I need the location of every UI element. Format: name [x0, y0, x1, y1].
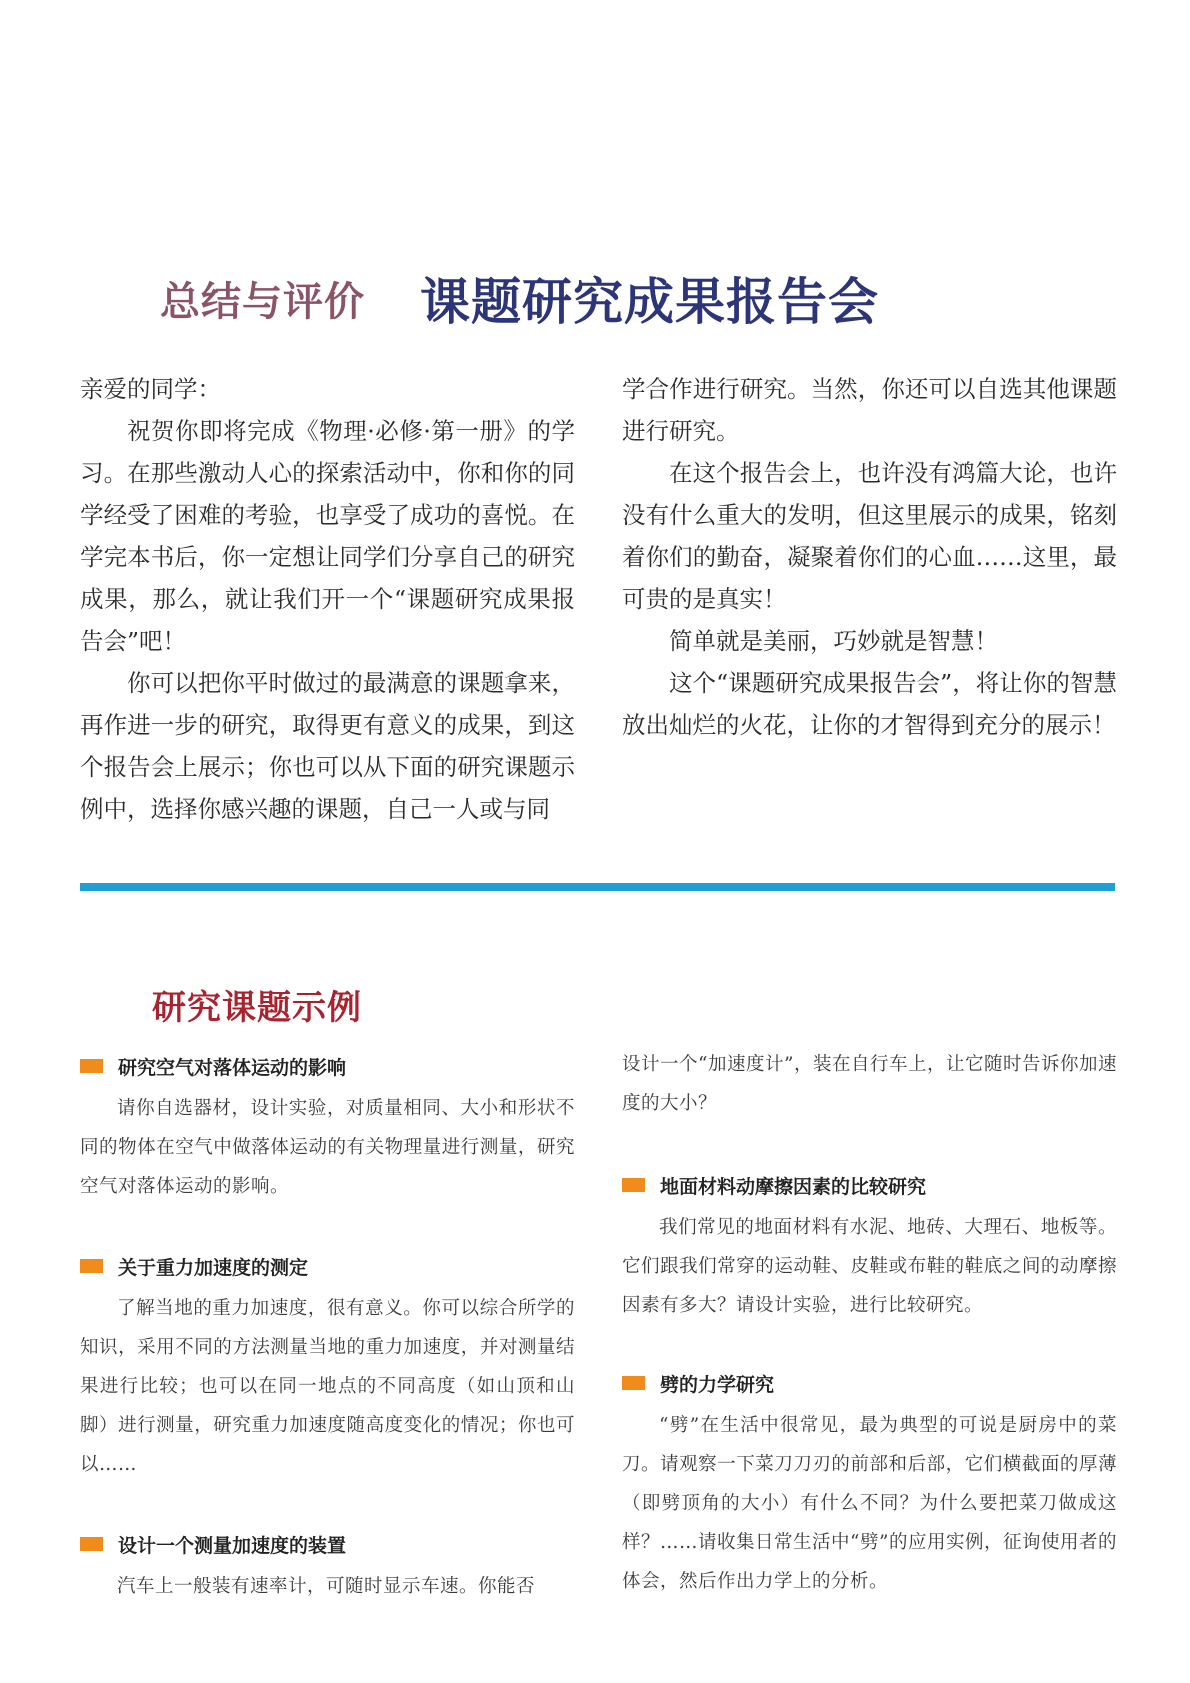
topic-card — [80, 1531, 575, 1606]
topic-title: 设计一个测量加速度的装置 — [118, 1534, 347, 1557]
page-title: 课题研究成果报告会 — [420, 273, 879, 331]
intro-greeting: 亲爱的同学： — [80, 375, 221, 403]
topic-body: 请你自选器材，设计实验，对质量相同、大小和形状不同的物体在空气中做落体运动的有关物理量进行测量，研究空气对落体运动的影响。 — [80, 1098, 575, 1197]
intro-left-column — [80, 368, 575, 830]
topic-heading — [80, 1531, 575, 1557]
section-label: 总结与评价 — [160, 279, 365, 325]
orange-square-icon — [80, 1537, 103, 1551]
section-divider — [80, 883, 1115, 891]
examples-section-title: 研究课题示例 — [152, 988, 362, 1028]
intro-paragraph-2a: 你可以把你平时做过的最满意的课题拿来，再作进一步的研究，取得更有意义的成果，到这个报告会上展示；你也可以从下面的研究课题示例中，选择你感兴趣的课题，自己一人或与同 — [80, 669, 575, 823]
topic-body-part-1: 汽车上一般装有速率计，可随时显示车速。你能否 — [117, 1576, 536, 1597]
topic-body: 我们常见的地面材料有水泥、地砖、大理石、地板等。它们跟我们常穿的运动鞋、皮鞋或布鞋的鞋底之间的动摩擦因素有多大？请设计实验，进行比较研究。 — [622, 1217, 1117, 1316]
topic-heading — [80, 1053, 575, 1079]
intro-paragraph-5: 这个“课题研究成果报告会”，将让你的智慧放出灿烂的火花，让你的才智得到充分的展示！ — [622, 669, 1117, 739]
topic-heading — [622, 1172, 1117, 1198]
intro-paragraph-2b: 学合作进行研究。当然，你还可以自选其他课题进行研究。 — [622, 375, 1117, 445]
orange-square-icon — [80, 1259, 103, 1273]
intro-paragraph-4: 简单就是美丽，巧妙就是智慧！ — [669, 627, 998, 655]
topic-title: 地面材料动摩擦因素的比较研究 — [660, 1175, 927, 1198]
topic-heading — [622, 1370, 1117, 1396]
topic-body-part-2: 设计一个“加速度计”，装在自行车上，让它随时告诉你加速度的大小？ — [622, 1054, 1117, 1114]
topic-body: 了解当地的重力加速度，很有意义。你可以综合所学的知识，采用不同的方法测量当地的重力加速度，并对测量结果进行比较；也可以在同一地点的不同高度（如山顶和山脚）进行测量，研究重力加速度随高度变化的情况；你也可以…… — [80, 1298, 575, 1475]
topic-title: 研究空气对落体运动的影响 — [118, 1056, 347, 1079]
topic-card-continued — [622, 1045, 1117, 1123]
orange-square-icon — [622, 1376, 645, 1390]
topic-card — [622, 1370, 1117, 1601]
intro-paragraph-1: 祝贺你即将完成《物理·必修·第一册》的学习。在那些激动人心的探索活动中，你和你的同学经受了困难的考验，也享受了成功的喜悦。在学完本书后，你一定想让同学们分享自己的研究成果，那么，就让我们开一个“课题研究成果报告会”吧！ — [80, 417, 575, 655]
topic-body: “劈”在生活中很常见，最为典型的可说是厨房中的菜刀。请观察一下菜刀刀刃的前部和后部，它们横截面的厚薄（即劈顶角的大小）有什么不同？为什么要把菜刀做成这样？……请收集日常生活中“劈”的应用实例，征询使用者的体会，然后作出力学上的分析。 — [622, 1415, 1117, 1592]
topic-title: 劈的力学研究 — [660, 1373, 775, 1396]
orange-square-icon — [80, 1059, 103, 1073]
orange-square-icon — [622, 1178, 645, 1192]
topic-card — [80, 1053, 575, 1206]
topic-card — [622, 1172, 1117, 1325]
topic-card — [80, 1253, 575, 1484]
topic-title: 关于重力加速度的测定 — [118, 1256, 309, 1279]
intro-paragraph-3: 在这个报告会上，也许没有鸿篇大论，也许没有什么重大的发明，但这里展示的成果，铭刻着你们的勤奋，凝聚着你们的心血……这里，最可贵的是真实！ — [622, 459, 1117, 613]
topic-heading — [80, 1253, 575, 1279]
intro-right-column — [622, 368, 1117, 746]
